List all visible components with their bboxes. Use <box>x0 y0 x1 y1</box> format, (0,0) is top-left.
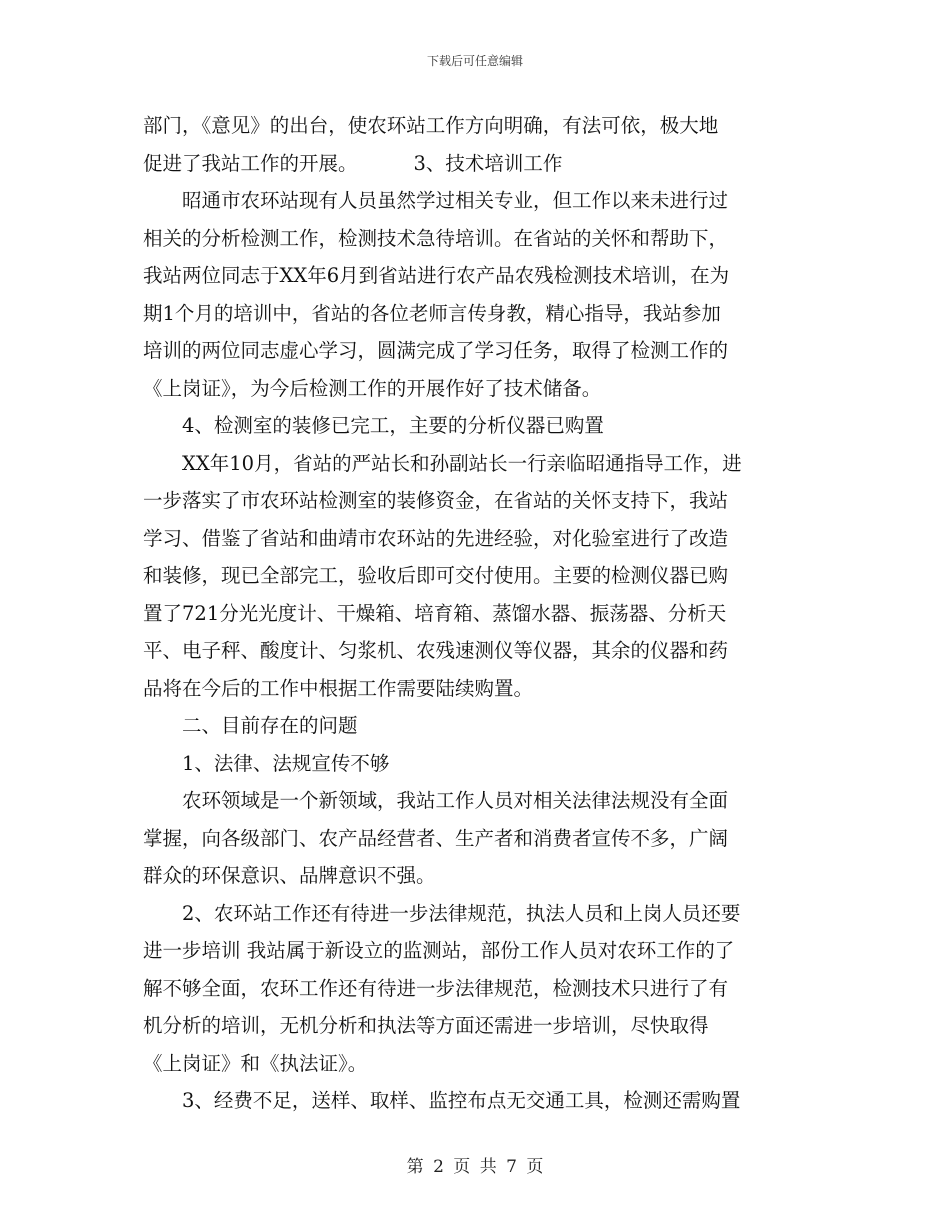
text-line: 培训的两位同志虚心学习，圆满完成了学习任务，取得了检测工作的 <box>143 339 729 362</box>
text-line: 掌握，向各级部门、农产品经营者、生产者和消费者宣传不多，广阔 <box>143 826 729 850</box>
text-line: 昭通市农环站现有人员虽然学过相关专业，但工作以来未进行过 <box>143 189 729 212</box>
text-line: 学习、借鉴了省站和曲靖市农环站的先进经验，对化验室进行了改造 <box>143 526 729 550</box>
text-line: 相关的分析检测工作，检测技术急待培训。在省站的关怀和帮助下， <box>143 226 729 250</box>
text-line: XX年10月，省站的严站长和孙副站长一行亲临昭通指导工作，进 <box>143 451 742 475</box>
text-line: 《上岗证》，为今后检测工作的开展作好了技术储备。 <box>143 376 602 400</box>
text-line: 2、农环站工作还有待进一步法律规范，执法人员和上岗人员还要 <box>143 901 741 925</box>
text-line: 《上岗证》和《执法证》。 <box>143 1051 368 1075</box>
text-line: 一步落实了市农环站检测室的装修资金，在省站的关怀支持下，我站 <box>143 489 729 512</box>
text-line <box>143 145 813 183</box>
text-line: 和装修，现已全部完工，验收后即可交付使用。主要的检测仪器已购 <box>143 564 729 587</box>
text-line: 我站两位同志于XX年6月到省站进行农产品农残检测技术培训，在为 <box>143 264 730 287</box>
text-line: 品将在今后的工作中根据工作需要陆续购置。 <box>143 676 534 700</box>
text-fragment: 促进了我站工作的开展。 <box>143 151 358 175</box>
text-line: 机分析的培训，无机分析和执法等方面还需进一步培训，尽快取得 <box>143 1014 709 1037</box>
text-line: 期1个月的培训中，省站的各位老师言传身教，精心指导，我站参加 <box>143 301 721 325</box>
section-heading: 4、检测室的装修已完工，主要的分析仪器已购置 <box>143 414 604 437</box>
text-line: 置了721分光光度计、干燥箱、培育箱、蒸馏水器、振荡器、分析天 <box>143 601 727 625</box>
document-body <box>143 107 813 1120</box>
section-heading: 1、法律、法规宣传不够 <box>143 751 390 775</box>
section-heading: 3、技术培训工作 <box>413 151 563 175</box>
text-line: 平、电子秤、酸度计、匀浆机、农残速测仪等仪器，其余的仪器和药 <box>143 639 729 662</box>
page-header: 下载后可任意编辑 <box>426 54 523 68</box>
text-line: 解不够全面，农环工作还有待进一步法律规范，检测技术只进行了有 <box>143 976 729 1000</box>
page-footer: 第 2 页 共 7 页 <box>406 1157 544 1177</box>
text-line: 部门，《意见》的出台，使农环站工作方向明确，有法可依，极大地 <box>143 114 719 137</box>
section-heading: 二、目前存在的问题 <box>143 714 358 737</box>
text-line: 进一步培训 我站属于新设立的监测站，部份工作人员对农环工作的了 <box>143 939 735 962</box>
text-line: 群众的环保意识、品牌意识不强。 <box>143 864 436 887</box>
text-line: 农环领域是一个新领域，我站工作人员对相关法律法规没有全面 <box>143 789 729 812</box>
text-line: 3、经费不足，送样、取样、监控布点无交通工具，检测还需购置 <box>143 1089 741 1112</box>
